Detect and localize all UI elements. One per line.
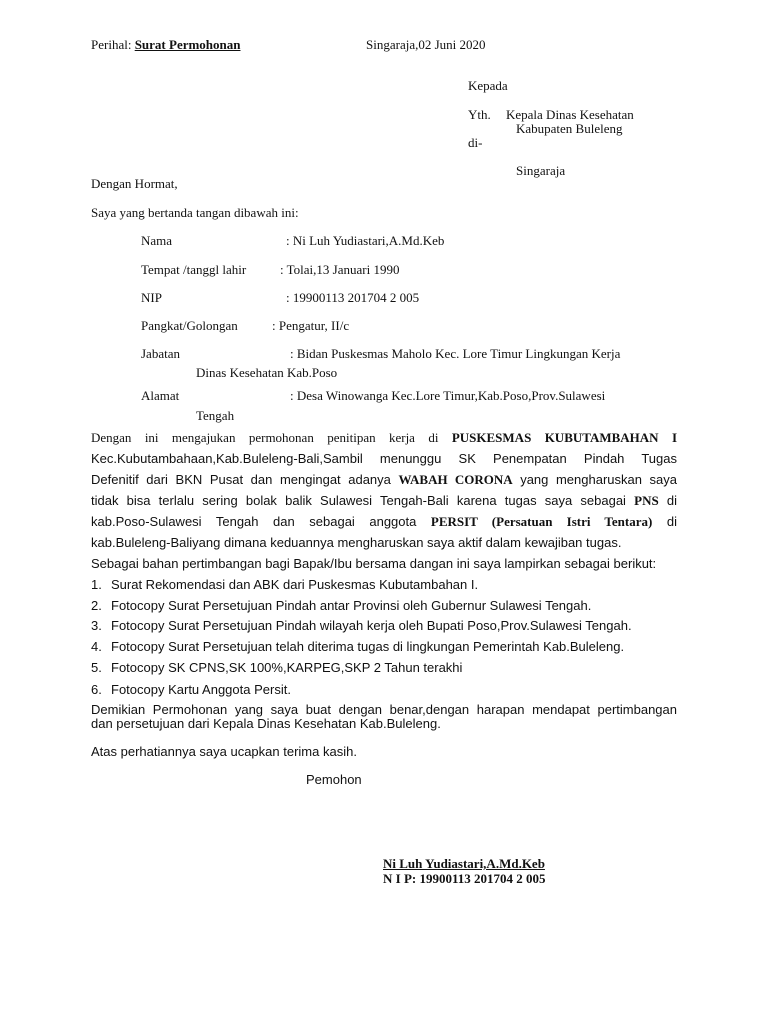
identity-pangkat-value: : Pengatur, II/c	[272, 318, 350, 333]
body-line-4	[91, 494, 677, 507]
identity-ttl-value: : Tolai,13 Januari 1990	[280, 262, 400, 277]
intro-text: Saya yang bertanda tangan dibawah ini:	[91, 205, 299, 220]
list-item: Fotocopy Kartu Anggota Persit.	[111, 682, 291, 697]
identity-nama-label: Nama	[141, 233, 173, 248]
identity-jabatan-value: : Bidan Puskesmas Maholo Kec. Lore Timur Lingkungan Kerja	[290, 346, 621, 361]
signature-name: Ni Luh Yudiastari,A.Md.Keb	[383, 856, 545, 871]
identity-pangkat-label: Pangkat/Golongan	[141, 318, 238, 333]
list-item: Fotocopy SK CPNS,SK 100%,KARPEG,SKP 2 Tahun terakhi	[111, 660, 463, 675]
subject-label: Perihal:	[91, 37, 132, 52]
list-item: Surat Rekomendasi dan ABK dari Puskesmas Kubutambahan I.	[111, 577, 479, 592]
closing-line-2: dan persetujuan dari Kepala Dinas Kesehatan Kab.Buleleng.	[91, 716, 441, 731]
identity-alamat-value-2: Tengah	[196, 408, 235, 423]
thanks-text: Atas perhatiannya saya ucapkan terima kasih.	[91, 744, 357, 759]
recipient-di: di-	[468, 135, 483, 150]
identity-nip-value: : 19900113 201704 2 005	[286, 290, 420, 305]
body-text: yang mengharuskan saya	[512, 472, 678, 487]
body-line-7: Sebagai bahan pertimbangan bagi Bapak/Ibu bersama dangan ini saya lampirkan sebagai berikut:	[91, 556, 657, 571]
recipient-line-1: Kepala Dinas Kesehatan	[506, 107, 634, 122]
body-line-5	[91, 515, 677, 528]
identity-nama-value: : Ni Luh Yudiastari,A.Md.Keb	[286, 233, 445, 248]
puskesmas-name: PUSKESMAS KUBUTAMBAHAN I	[451, 430, 678, 445]
body-line-6: kab.Buleleng-Baliyang dimana keduannya mengharuskan saya aktif dalam kewajiban tugas.	[91, 535, 622, 550]
body-text: di	[658, 493, 678, 508]
closing-line-1: Demikian Permohonan yang saya buat dengan benar,dengan harapan mendapat pertimbangan	[91, 702, 677, 717]
body-line-3	[91, 473, 677, 486]
place-date: Singaraja,02 Juni 2020	[366, 37, 486, 52]
body-text: tidak bisa terlalu sering bolak balik Sulawesi Tengah-Bali karena tugas saya sebagai	[91, 493, 635, 508]
recipient-kepada: Kepada	[468, 78, 508, 93]
subject-line	[91, 38, 241, 51]
list-item-num: 6.	[91, 682, 102, 697]
recipient-yth: Yth.	[468, 107, 491, 122]
subject-value: Surat Permohonan	[134, 37, 241, 52]
wabah-corona: WABAH CORONA	[398, 472, 513, 487]
identity-alamat-label: Alamat	[141, 388, 180, 403]
body-text: Defenitif dari BKN Pusat dan mengingat adanya	[91, 472, 399, 487]
list-item-num: 5.	[91, 660, 102, 675]
list-item-num: 3.	[91, 618, 102, 633]
pemohon-label: Pemohon	[306, 772, 362, 787]
identity-nip-label: NIP	[141, 290, 162, 305]
list-item: Fotocopy Surat Persetujuan Pindah antar Provinsi oleh Gubernur Sulawesi Tengah.	[111, 598, 592, 613]
signature-nip: N I P: 19900113 201704 2 005	[383, 871, 546, 886]
body-text: di	[652, 514, 677, 529]
identity-ttl-label: Tempat /tanggl lahir	[141, 262, 247, 277]
pns-text: PNS	[634, 493, 659, 508]
identity-alamat-value: : Desa Winowanga Kec.Lore Timur,Kab.Poso,Prov.Sulawesi	[290, 388, 606, 403]
greeting: Dengan Hormat,	[91, 176, 178, 191]
list-item: Fotocopy Surat Persetujuan Pindah wilayah kerja oleh Bupati Poso,Prov.Sulawesi Tengah.	[111, 618, 632, 633]
body-line-2: Kec.Kubutambahaan,Kab.Buleleng-Bali,Sambil menunggu SK Penempatan Pindah Tugas	[91, 451, 677, 466]
identity-jabatan-label: Jabatan	[141, 346, 180, 361]
list-item: Fotocopy Surat Persetujuan telah diterima tugas di lingkungan Pemerintah Kab.Buleleng.	[111, 639, 625, 654]
body-text: kab.Poso-Sulawesi Tengah dan sebagai anggota	[91, 514, 431, 529]
recipient-line-2: Kabupaten Buleleng	[516, 121, 623, 136]
list-item-num: 4.	[91, 639, 102, 654]
body-line-1	[91, 431, 677, 444]
list-item-num: 1.	[91, 577, 102, 592]
list-item-num: 2.	[91, 598, 102, 613]
persit-text: PERSIT (Persatuan Istri Tentara)	[430, 514, 653, 529]
identity-jabatan-value-2: Dinas Kesehatan Kab.Poso	[196, 365, 338, 380]
recipient-city: Singaraja	[516, 163, 566, 178]
body-text: Dengan ini mengajukan permohonan penitipan kerja di	[91, 430, 452, 445]
